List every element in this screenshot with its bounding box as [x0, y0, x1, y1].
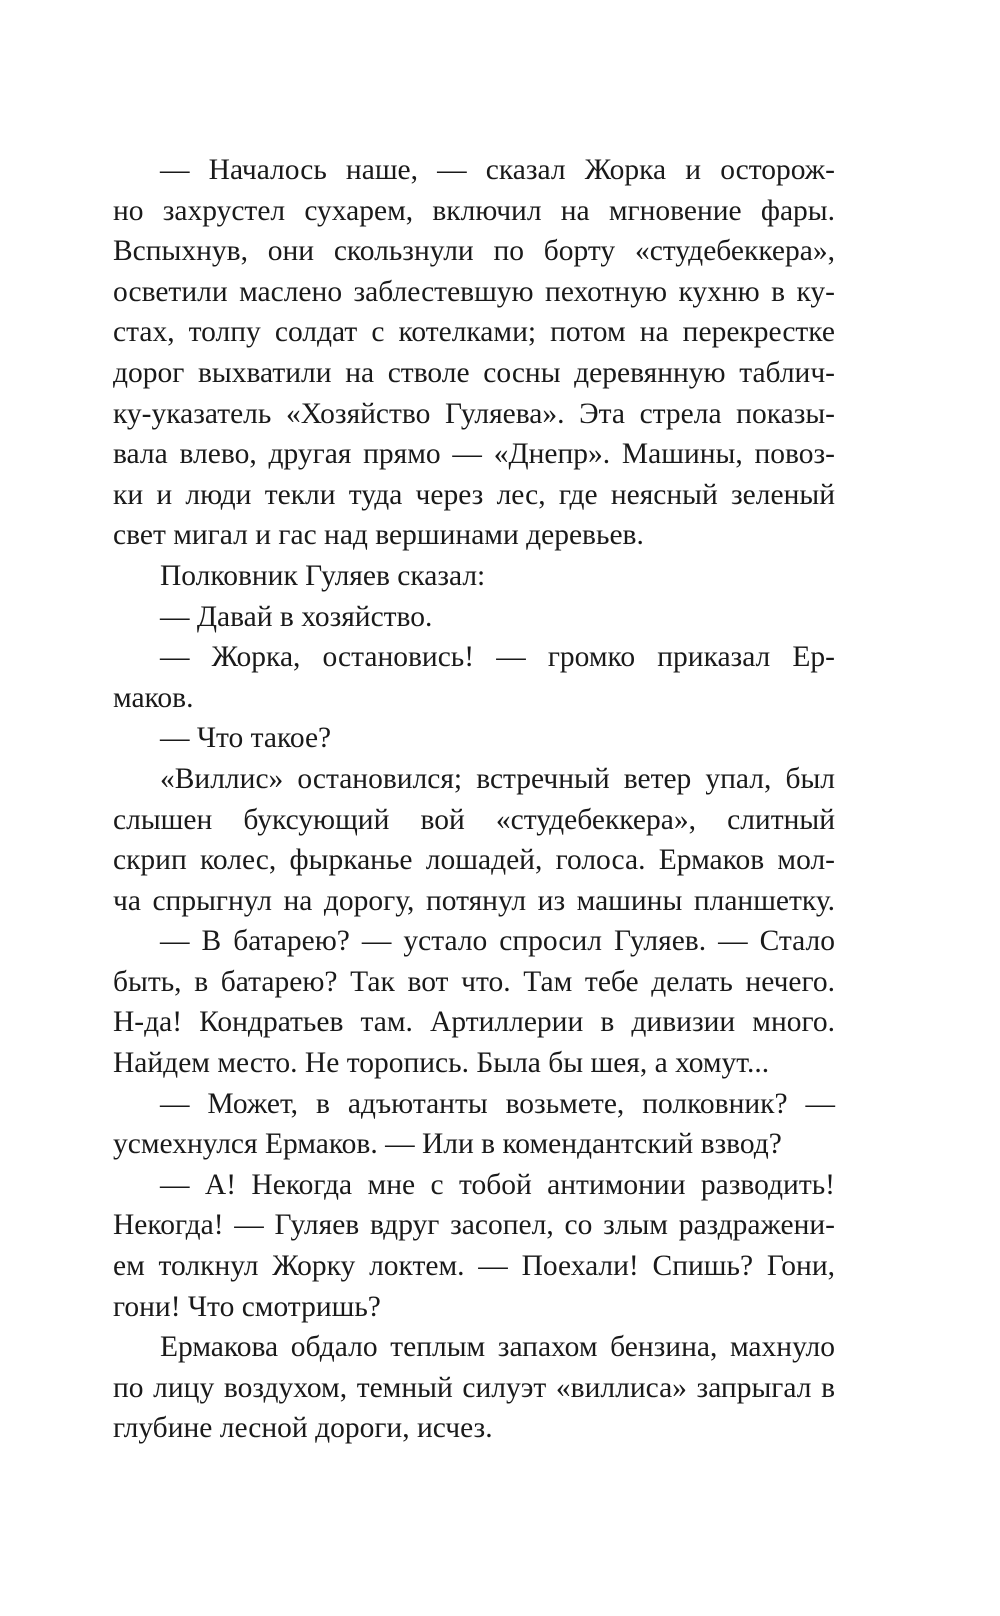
text-line: ки и люди текли туда через лес, где неясный зеленый: [113, 478, 835, 511]
text-line: — Что такое?: [160, 722, 332, 755]
text-line: дорог выхватили на стволе сосны деревянную таблич-: [113, 356, 835, 389]
text-line: свет мигал и гас над вершинами деревьев.: [113, 519, 644, 552]
text-line: — Началось наше, — сказал Жорка и осторож-: [160, 154, 835, 186]
text-line: Н-да! Кондратьев там. Артиллерии в дивизии много.: [113, 1006, 835, 1039]
text-line: — Жорка, остановись! — громко приказал Ер-: [160, 641, 835, 674]
text-line: — Давай в хозяйство.: [160, 600, 433, 633]
text-line: Ермакова обдало теплым запахом бензина, махнуло: [160, 1331, 835, 1364]
text-line: глубине лесной дороги, исчез.: [113, 1412, 493, 1445]
text-line: по лицу воздухом, темный силуэт «виллиса» запрыгал в: [113, 1371, 835, 1404]
text-line: стах, толпу солдат с котелками; потом на перекрестке: [113, 316, 835, 349]
text-line: ем толкнул Жорку локтем. — Поехали! Спишь? Гони,: [113, 1250, 835, 1283]
text-line: — А! Некогда мне с тобой антимонии разводить!: [160, 1168, 835, 1201]
text-line: скрип колес, фырканье лошадей, голоса. Ермаков мол-: [113, 844, 835, 877]
text-line: Некогда! — Гуляев вдруг засопел, со злым раздражени-: [113, 1209, 835, 1242]
text-line: ку-указатель «Хозяйство Гуляева». Эта стрела показы-: [113, 397, 835, 430]
text-line: Вспыхнув, они скользнули по борту «студебеккера»,: [113, 235, 835, 268]
text-line: но захрустел сухарем, включил на мгновение фары.: [113, 194, 835, 227]
text-line: усмехнулся Ермаков. — Или в комендантский взвод?: [113, 1128, 782, 1161]
text-line: Найдем место. Не торопись. Была бы шея, а хомут...: [113, 1047, 770, 1080]
text-line: слышен буксующий вой «студебеккера», слитный: [113, 803, 835, 836]
text-line: осветили маслено заблестевшую пехотную кухню в ку-: [113, 275, 835, 308]
text-line: маков.: [113, 681, 194, 714]
text-line: вала влево, другая прямо — «Днепр». Машины, повоз-: [113, 438, 835, 471]
text-line: ча спрыгнул на дорогу, потянул из машины планшетку.: [113, 884, 835, 917]
text-line: «Виллис» остановился; встречный ветер упал, был: [160, 762, 835, 795]
text-line: Полковник Гуляев сказал:: [160, 559, 486, 592]
text-line: — В батарею? — устало спросил Гуляев. — Стало: [160, 925, 835, 958]
page-text: [113, 150, 835, 1449]
text-line: гони! Что смотришь?: [113, 1290, 381, 1323]
text-line: быть, в батарею? Так вот что. Там тебе делать нечего.: [113, 965, 835, 998]
text-line: — Может, в адъютанты возьмете, полковник? —: [160, 1087, 835, 1120]
